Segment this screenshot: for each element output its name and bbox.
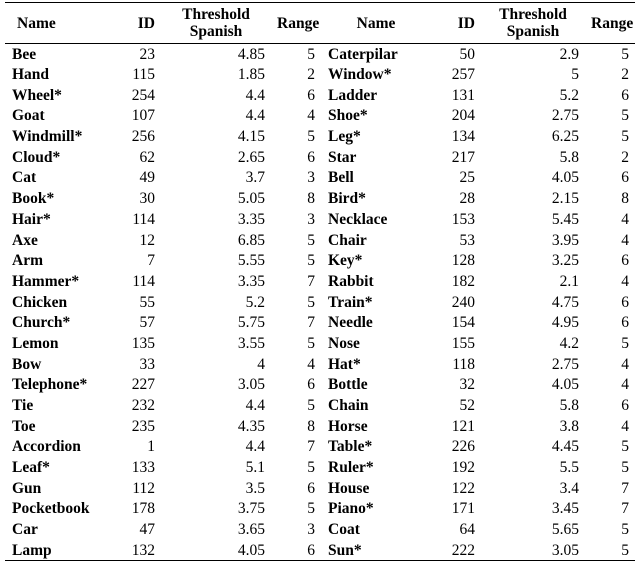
cell-threshold-left: 3.7 [245,169,265,187]
table-row [5,188,635,209]
cell-threshold-right: 5 [571,66,579,84]
cell-name-right: Chain [328,397,369,415]
cell-id-right: 50 [459,45,475,63]
cell-name-right: Coat [328,521,360,539]
cell-threshold-right: 5.8 [559,148,579,166]
cell-id-right: 121 [451,417,475,435]
cell-id-left: 30 [139,190,155,208]
cell-id-right: 182 [451,272,475,290]
cell-threshold-right: 3.05 [481,540,585,561]
cell-threshold-right: 6.25 [551,128,579,146]
cell-range-right: 6 [621,169,629,187]
table-row [5,457,635,478]
cell-threshold-left: 2.65 [237,148,265,166]
cell-threshold-right: 4.75 [551,293,579,311]
table-row [5,540,635,561]
cell-threshold-right: 4.2 [559,334,579,352]
cell-range-left: 6 [307,479,315,497]
cell-id-left: 114 [132,210,155,228]
cell-threshold-left: 1.85 [237,66,265,84]
header-threshold-left [161,3,271,44]
cell-range-left: 6 [271,540,321,561]
header-id-left: ID [113,3,161,44]
header-name-left: Name [5,3,113,44]
cell-name-left: Gun [12,479,42,497]
cell-threshold-left: 3.75 [237,500,265,518]
cell-range-right: 6 [621,314,629,332]
table-header [5,3,635,44]
table-row [5,209,635,230]
cell-name-left: Axe [12,231,38,249]
cell-threshold-right: 4.45 [551,438,579,456]
cell-name-right: Hat* [328,355,361,373]
cell-threshold-left: 4.4 [245,397,265,415]
cell-range-right: 7 [621,479,629,497]
cell-name-left: Toe [12,417,36,435]
cell-range-right: 5 [621,107,629,125]
cell-range-right: 5 [621,128,629,146]
table-row [5,106,635,127]
cell-threshold-left: 3.55 [237,334,265,352]
word-threshold-table [5,2,635,561]
cell-range-left: 6 [307,86,315,104]
table-row [5,375,635,396]
cell-id-right: 222 [431,540,481,561]
cell-threshold-right: 5.8 [559,397,579,415]
cell-range-left: 5 [307,252,315,270]
header-name-right: Name [321,3,431,44]
cell-id-left: 115 [132,66,155,84]
cell-range-right: 4 [621,231,629,249]
cell-name-right: Sun* [321,540,431,561]
cell-id-left: 55 [139,293,155,311]
cell-range-left: 7 [307,314,315,332]
cell-threshold-left: 4.05 [161,540,271,561]
cell-range-left: 5 [307,500,315,518]
cell-range-left: 5 [307,293,315,311]
cell-range-left: 4 [307,107,315,125]
cell-threshold-right: 2.75 [551,107,579,125]
table-row [5,147,635,168]
cell-range-right: 4 [621,376,629,394]
table-row [5,478,635,499]
cell-range-left: 6 [307,376,315,394]
cell-threshold-right: 2.75 [551,355,579,373]
table-row [5,499,635,520]
cell-name-right: Key* [328,252,363,270]
cell-name-right: Window* [328,66,392,84]
cell-name-right: Horse [328,417,368,435]
header-range-left: Range [271,3,321,44]
cell-name-left: Lemon [12,334,59,352]
cell-threshold-right: 4.95 [551,314,579,332]
cell-range-left: 5 [307,231,315,249]
cell-range-left: 5 [307,45,315,63]
cell-name-left: Hand [12,66,50,84]
table-row [5,271,635,292]
cell-range-right: 4 [621,210,629,228]
cell-id-left: 232 [131,397,155,415]
cell-name-right: Bottle [328,376,368,394]
header-threshold-line2: Spanish [189,23,243,40]
header-threshold-line1: Threshold [182,6,250,23]
cell-threshold-left: 3.35 [237,272,265,290]
cell-name-left: Leaf* [12,459,50,477]
table-row [5,437,635,458]
cell-id-right: 128 [451,252,475,270]
cell-threshold-right: 5.65 [551,521,579,539]
cell-id-right: 131 [451,86,475,104]
cell-range-left: 5 [307,459,315,477]
cell-threshold-left: 4 [257,355,265,373]
cell-threshold-right: 3.45 [551,500,579,518]
cell-name-right: Piano* [328,500,374,518]
cell-range-left: 3 [307,169,315,187]
cell-range-right: 5 [585,540,635,561]
cell-threshold-right: 3.8 [559,417,579,435]
cell-threshold-left: 4.4 [245,86,265,104]
cell-threshold-left: 3.65 [237,521,265,539]
cell-range-right: 5 [621,438,629,456]
cell-threshold-right: 5.45 [551,210,579,228]
cell-threshold-left: 5.2 [245,293,265,311]
cell-id-right: 53 [459,231,475,249]
cell-range-right: 6 [621,252,629,270]
cell-id-right: 118 [452,355,475,373]
cell-id-left: 227 [131,376,155,394]
cell-id-left: 33 [139,355,155,373]
cell-threshold-right: 4.05 [551,376,579,394]
cell-name-right: Caterpilar [328,45,398,63]
cell-range-right: 4 [621,272,629,290]
cell-name-left: Accordion [12,438,81,456]
cell-name-left: Chicken [12,293,68,311]
cell-name-left: Car [12,521,38,539]
cell-range-left: 6 [307,148,315,166]
cell-range-left: 7 [307,438,315,456]
cell-range-right: 7 [621,500,629,518]
cell-name-left: Arm [12,252,43,270]
cell-range-left: 2 [307,66,315,84]
cell-threshold-left: 4.35 [237,417,265,435]
cell-name-right: Leg* [328,128,361,146]
cell-threshold-left: 5.55 [237,252,265,270]
cell-name-right: Rabbit [328,272,374,290]
cell-name-right: Chair [328,231,367,249]
cell-range-left: 8 [307,190,315,208]
header-threshold-right [481,3,585,44]
table-row [5,416,635,437]
cell-id-left: 256 [131,128,155,146]
cell-id-right: 25 [459,169,475,187]
cell-threshold-left: 6.85 [237,231,265,249]
table-row [5,64,635,85]
cell-id-right: 32 [459,376,475,394]
cell-id-left: 254 [131,86,155,104]
cell-name-left: Book* [12,190,55,208]
table-row [5,168,635,189]
cell-range-left: 5 [307,397,315,415]
cell-id-left: 112 [132,479,155,497]
cell-range-left: 3 [307,521,315,539]
cell-name-left: Hammer* [12,272,80,290]
cell-id-left: 62 [139,148,155,166]
cell-range-left: 5 [307,128,315,146]
cell-threshold-left: 3.5 [245,479,265,497]
cell-id-left: 133 [131,459,155,477]
cell-threshold-right: 5.5 [559,459,579,477]
table-row [5,312,635,333]
cell-name-left: Bee [12,45,37,63]
cell-range-right: 6 [621,86,629,104]
cell-range-right: 6 [621,293,629,311]
cell-threshold-right: 2.1 [559,272,579,290]
cell-range-right: 2 [621,66,629,84]
table-row [5,354,635,375]
cell-name-left: Hair* [12,210,51,228]
header-range-right: Range [585,3,635,44]
cell-id-left: 135 [131,334,155,352]
cell-id-left: 107 [131,107,155,125]
cell-range-right: 5 [621,459,629,477]
cell-name-left: Telephone* [12,376,88,394]
cell-range-right: 2 [621,148,629,166]
table-row [5,395,635,416]
cell-id-left: 7 [147,252,155,270]
cell-range-left: 8 [307,417,315,435]
cell-id-left: 132 [113,540,161,561]
cell-threshold-right: 2.9 [559,45,579,63]
cell-id-left: 12 [139,231,155,249]
cell-id-right: 171 [451,500,475,518]
cell-threshold-left: 5.1 [245,459,265,477]
cell-name-right: House [328,479,370,497]
cell-range-right: 5 [621,521,629,539]
cell-name-left: Cat [12,169,37,187]
cell-range-left: 4 [307,355,315,373]
table-row [5,292,635,313]
cell-threshold-right: 5.2 [559,86,579,104]
cell-range-left: 7 [307,272,315,290]
cell-id-left: 49 [139,169,155,187]
table-row [5,44,635,65]
cell-threshold-left: 5.05 [237,190,265,208]
header-threshold-line2: Spanish [506,23,560,40]
cell-name-right: Nose [328,334,360,352]
cell-id-right: 122 [451,479,475,497]
cell-threshold-right: 3.95 [551,231,579,249]
cell-id-left: 235 [131,417,155,435]
table-row [5,333,635,354]
cell-range-right: 5 [621,45,629,63]
cell-range-left: 3 [307,210,315,228]
cell-name-left: Wheel* [12,86,62,104]
cell-name-right: Ruler* [328,459,374,477]
cell-name-left: Pocketbook [12,500,90,518]
cell-id-left: 1 [147,438,155,456]
cell-id-left: 178 [131,500,155,518]
cell-threshold-right: 3.4 [559,479,579,497]
table-row [5,250,635,271]
cell-name-left: Windmill* [12,128,83,146]
cell-id-right: 155 [451,334,475,352]
cell-id-right: 257 [451,66,475,84]
cell-range-left: 5 [307,334,315,352]
cell-id-right: 64 [459,521,475,539]
cell-name-left: Bow [12,355,42,373]
cell-id-right: 240 [451,293,475,311]
cell-name-left: Cloud* [12,148,61,166]
cell-id-right: 153 [451,210,475,228]
cell-name-right: Needle [328,314,373,332]
cell-range-right: 5 [621,334,629,352]
cell-range-right: 4 [621,417,629,435]
cell-threshold-left: 4.4 [245,438,265,456]
cell-name-right: Bird* [328,190,366,208]
cell-id-right: 226 [451,438,475,456]
cell-id-left: 114 [132,272,155,290]
cell-name-right: Necklace [328,210,388,228]
cell-id-left: 47 [139,521,155,539]
cell-id-right: 204 [451,107,475,125]
header-threshold-line1: Threshold [499,6,567,23]
table-row [5,85,635,106]
cell-threshold-right: 2.15 [551,190,579,208]
cell-id-right: 217 [451,148,475,166]
cell-threshold-left: 4.15 [237,128,265,146]
cell-range-right: 4 [621,355,629,373]
cell-threshold-left: 5.75 [237,314,265,332]
cell-range-right: 8 [621,190,629,208]
cell-threshold-left: 3.35 [237,210,265,228]
cell-name-right: Table* [328,438,373,456]
cell-id-left: 23 [139,45,155,63]
cell-threshold-left: 3.05 [237,376,265,394]
cell-name-right: Shoe* [328,107,368,125]
cell-threshold-left: 4.85 [237,45,265,63]
cell-name-right: Bell [328,169,354,187]
cell-threshold-right: 4.05 [551,169,579,187]
cell-id-right: 134 [451,128,475,146]
table-body [5,44,635,561]
cell-name-left: Tie [12,397,34,415]
cell-name-right: Ladder [328,86,378,104]
cell-name-left: Lamp [5,540,113,561]
cell-name-left: Church* [12,314,71,332]
table-row [5,230,635,251]
header-id-right: ID [431,3,481,44]
cell-id-right: 52 [459,397,475,415]
table-row [5,519,635,540]
cell-id-left: 57 [139,314,155,332]
cell-id-right: 192 [451,459,475,477]
cell-name-left: Goat [12,107,45,125]
cell-name-right: Star [328,148,357,166]
cell-id-right: 28 [459,190,475,208]
cell-threshold-right: 3.25 [551,252,579,270]
cell-range-right: 6 [621,397,629,415]
cell-name-right: Train* [328,293,373,311]
cell-id-right: 154 [451,314,475,332]
cell-threshold-left: 4.4 [245,107,265,125]
table-row [5,126,635,147]
